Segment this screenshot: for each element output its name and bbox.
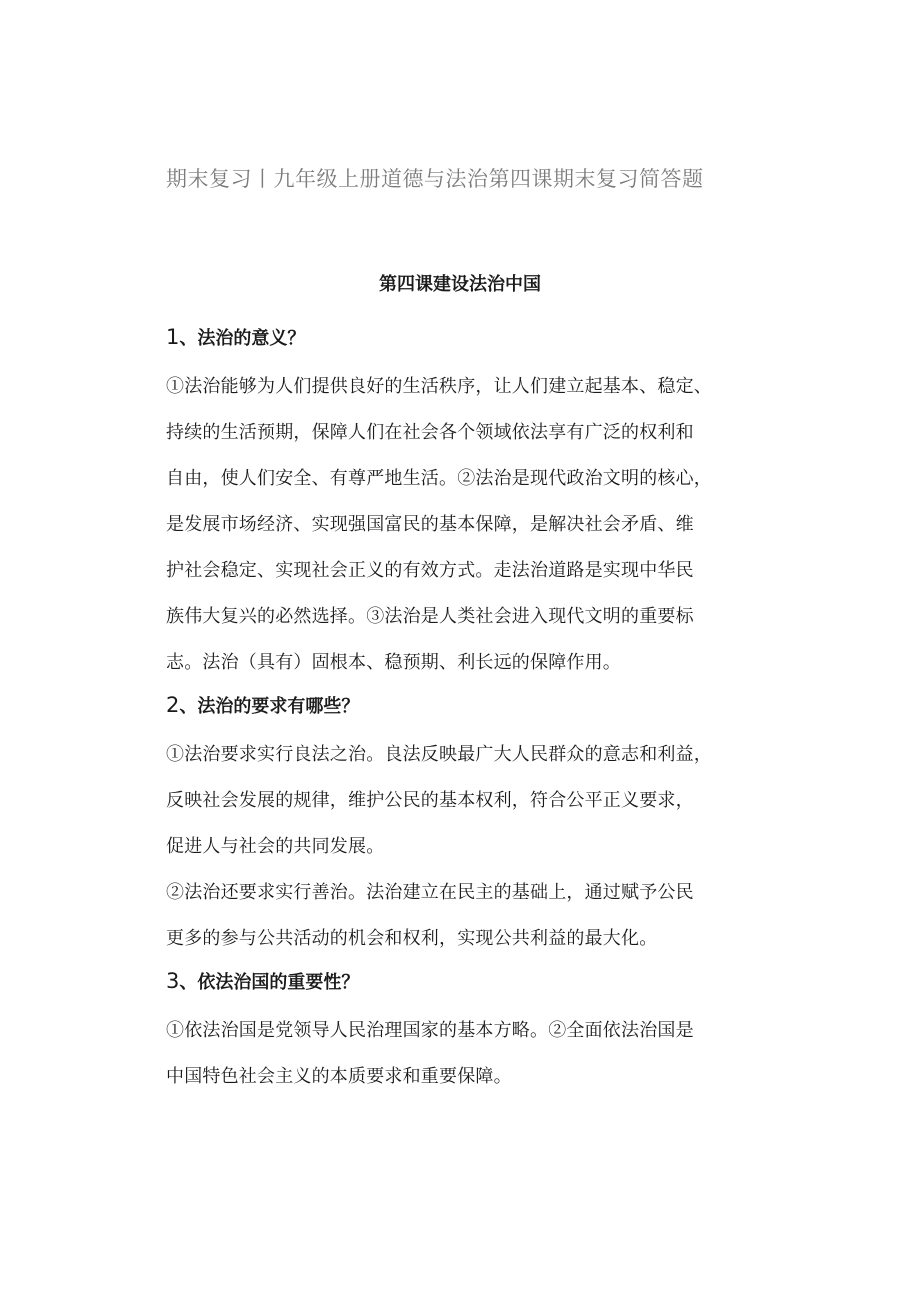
question-2-answer-part-1	[166, 732, 776, 870]
question-1-heading	[166, 322, 776, 352]
question-number: 3	[166, 969, 180, 993]
answer-line: ①法治能够为人们提供良好的生活秩序，让人们建立起基本、稳定、	[166, 376, 712, 397]
chapter-title: 第四课建设法治中国	[379, 274, 541, 295]
answer-line: 反映社会发展的规律，维护公民的基本权利，符合公平正义要求，	[166, 790, 694, 811]
question-text: 、法治的意义？	[179, 328, 306, 349]
answer-line: 护社会稳定、实现社会正义的有效方式。走法治道路是实现中华民	[166, 560, 694, 581]
answer-line: 中国特色社会主义的本质要求和重要保障。	[166, 1066, 512, 1087]
answer-line: 更多的参与公共活动的机会和权利，实现公共利益的最大化。	[166, 928, 658, 949]
question-3-answer	[166, 1008, 776, 1100]
document-title: 期末复习丨九年级上册道德与法治第四课期末复习简答题	[166, 167, 704, 191]
answer-line: ①依法治国是党领导人民治理国家的基本方略。②全面依法治国是	[166, 1020, 694, 1041]
question-1-answer	[166, 364, 776, 686]
document-body	[166, 322, 776, 1100]
question-text: 、法治的要求有哪些？	[179, 696, 360, 717]
question-number: 1	[166, 325, 180, 349]
answer-line: ②法治还要求实行善治。法治建立在民主的基础上，通过赋予公民	[166, 882, 694, 903]
question-2-heading	[166, 690, 776, 720]
answer-line: 族伟大复兴的必然选择。③法治是人类社会进入现代文明的重要标	[166, 606, 694, 627]
answer-line: 自由，使人们安全、有尊严地生活。②法治是现代政治文明的核心，	[166, 468, 712, 489]
answer-line: 持续的生活预期，保障人们在社会各个领域依法享有广泛的权利和	[166, 422, 694, 443]
question-text: 、依法治国的重要性？	[179, 972, 360, 993]
question-number: 2	[166, 693, 180, 717]
answer-line: 是发展市场经济、实现强国富民的基本保障，是解决社会矛盾、维	[166, 514, 694, 535]
answer-line: ①法治要求实行良法之治。良法反映最广大人民群众的意志和利益，	[166, 744, 712, 765]
question-2-answer-part-2	[166, 870, 776, 962]
answer-line: 促进人与社会的共同发展。	[166, 836, 385, 857]
question-3-heading	[166, 966, 776, 996]
answer-line: 志。法治（具有）固根本、稳预期、利长远的保障作用。	[166, 652, 621, 673]
